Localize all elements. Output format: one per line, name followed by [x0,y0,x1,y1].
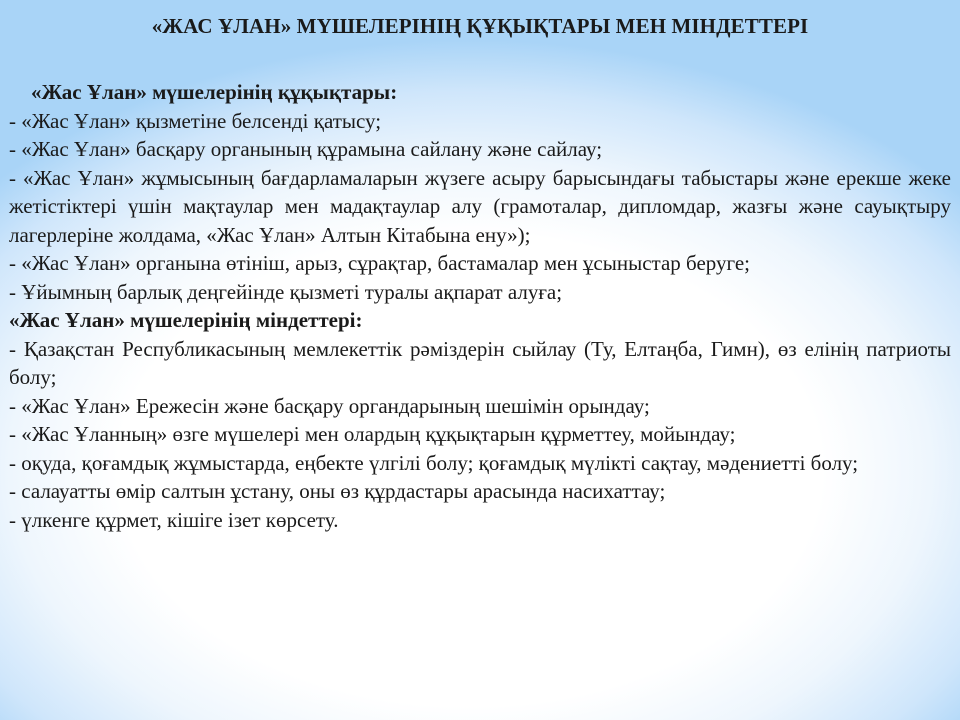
rights-item: - «Жас Ұлан» басқару органының құрамына сайлану және сайлау; [9,137,603,161]
duties-item: - үлкенге құрмет, кішіге ізет көрсету. [9,507,339,532]
duties-item: - «Жас Ұлан» Ережесін және басқару органдарының шешімін орындау; [9,393,650,418]
rights-item: - «Жас Ұлан» қызметіне белсенді қатысу; [9,108,382,133]
rights-item: - Ұйымның барлық деңгейінде қызметі туралы ақпарат алуға; [9,279,563,304]
rights-heading: «Жас Ұлан» мүшелерінің құқықтары: [31,80,398,104]
duties-heading: «Жас Ұлан» мүшелерінің міндеттері: [9,308,363,332]
duties-item: - салауатты өмір салтын ұстану, оны өз құрдастары арасында насихаттау; [9,479,666,503]
rights-item: - «Жас Ұлан» жұмысының бағдарламаларын жүзеге асыру барысындағы табыстары және ерекше жеке жетістіктері үшін мақтаулар мен мадақтаулар алу (грамоталар, дипломдар, жазғы және сауықтыру лагерлеріне жолдама, «Жас Ұлан» Алтын Кітабына ену»); [9,165,951,247]
rights-item: - «Жас Ұлан» органына өтініш, арыз, сұрақтар, бастамалар мен ұсыныстар беруге; [9,251,750,275]
duties-item: - Қазақстан Республикасының мемлекеттік рәміздерін сыйлау (Ту, Елтаңба, Гимн), өз елінің патриоты болу; [9,336,951,389]
slide-title: «ЖАС ҰЛАН» МҮШЕЛЕРІНІҢ ҚҰҚЫҚТАРЫ МЕН МІНДЕТТЕРІ [151,14,809,38]
duties-item: - оқуда, қоғамдық жұмыстарда, еңбекте үлгілі болу; қоғамдық мүлікті сақтау, мәдениетті болу; [9,450,859,475]
slide-content [9,78,951,534]
duties-item: - «Жас Ұланның» өзге мүшелері мен олардың құқықтарын құрметтеу, мойындау; [9,422,736,446]
